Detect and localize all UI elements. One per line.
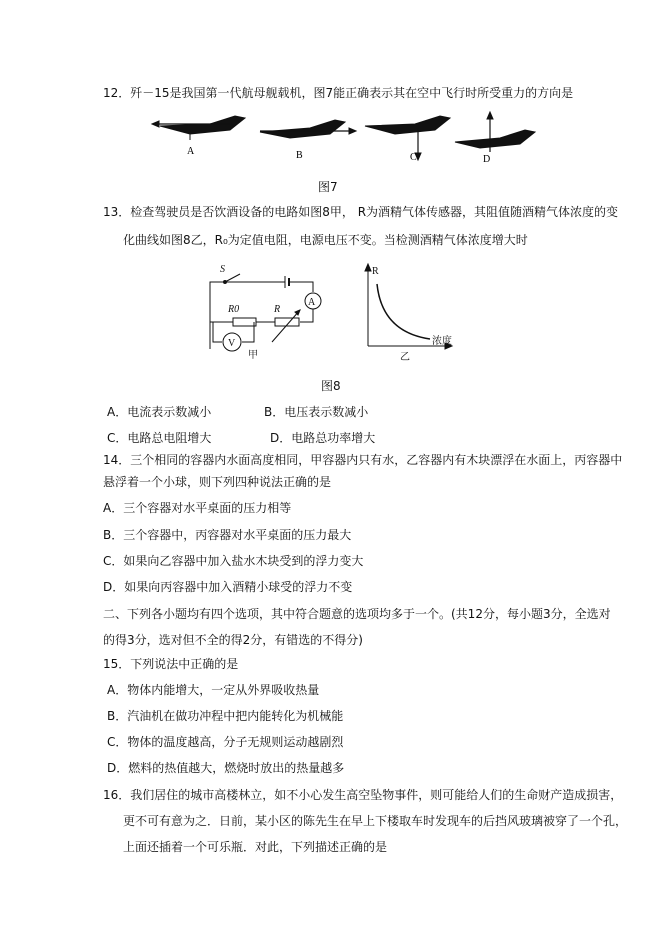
q16-stem-line3: 上面还插着一个可乐瓶．对此，下列描述正确的是 <box>123 840 388 854</box>
figure-8-caption: 图8 <box>321 379 341 393</box>
ammeter-label: A <box>308 297 316 308</box>
q16-stem-line1: 16．我们居住的城市高楼林立，如不小心发生高空坠物事件，则可能给人们的生命财产造成损害， <box>103 788 623 802</box>
resistance-concentration-graph <box>360 262 480 362</box>
q13-stem-line2: 化曲线如图8乙，R₀为定值电阻，电源电压不变。当检测酒精气体浓度增大时 <box>123 233 528 247</box>
circuit-caption: 甲 <box>248 350 258 361</box>
plane-a <box>152 116 245 140</box>
switch-label: S <box>220 264 225 275</box>
graph-caption: 乙 <box>400 352 410 362</box>
q13-option-d: D．电路总功率增大 <box>270 431 376 445</box>
graph-y-label: R <box>372 266 379 277</box>
figure-7-caption: 图7 <box>318 180 338 194</box>
q13-option-b: B．电压表示数减小 <box>264 405 369 419</box>
q14-option-b: B．三个容器中，丙容器对水平桌面的压力最大 <box>103 528 352 542</box>
q13-option-c: C．电路总电阻增大 <box>107 431 212 445</box>
r-label: R <box>274 304 281 315</box>
q15-option-c: C．物体的温度越高，分子无规则运动越剧烈 <box>107 735 344 749</box>
q14-option-d: D．如果向丙容器中加入酒精小球受的浮力不变 <box>103 580 353 594</box>
q16-stem-line2: 更不可有意为之．日前，某小区的陈先生在早上下楼取车时发现车的后挡风玻璃被穿了一个孔， <box>123 814 628 828</box>
q14-option-a: A．三个容器对水平桌面的压力相等 <box>103 501 292 515</box>
q14-stem-line1: 14．三个相同的容器内水面高度相同，甲容器内只有水，乙容器内有木块漂浮在水面上，丙容器中 <box>103 453 623 467</box>
figure-7-planes <box>150 108 550 168</box>
resistance-curve <box>377 284 430 339</box>
q13-stem-line1: 13．检查驾驶员是否饮酒设备的电路如图8甲， R为酒精气体传感器，其阻值随酒精气体浓度的变 <box>103 205 619 219</box>
plane-d <box>455 112 535 152</box>
q15-stem: 15．下列说法中正确的是 <box>103 657 239 671</box>
q15-option-b: B．汽油机在做功冲程中把内能转化为机械能 <box>107 709 344 723</box>
voltmeter-label: V <box>228 338 236 349</box>
plane-b <box>260 120 356 138</box>
section2-instructions-line2: 的得3分，选对但不全的得2分，有错选的不得分) <box>103 633 363 647</box>
q13-option-a: A．电流表示数减小 <box>107 405 212 419</box>
r0-label: R0 <box>228 304 240 315</box>
plane-d-label: D <box>483 154 491 165</box>
plane-b-label: B <box>296 150 303 161</box>
q14-option-c: C．如果向乙容器中加入盐水木块受到的浮力变大 <box>103 554 364 568</box>
q12-stem: 12．歼－15是我国第一代航母舰载机，图7能正确表示其在空中飞行时所受重力的方向是 <box>103 86 574 100</box>
graph-x-label: 浓度 <box>432 336 452 347</box>
q14-stem-line2: 悬浮着一个小球，则下列四种说法正确的是 <box>103 475 332 489</box>
circuit-diagram <box>200 262 340 362</box>
plane-c <box>365 116 450 160</box>
q15-option-a: A．物体内能增大，一定从外界吸收热量 <box>107 683 320 697</box>
plane-a-label: A <box>187 146 195 157</box>
section2-instructions-line1: 二、下列各小题均有四个选项，其中符合题意的选项均多于一个。(共12分，每小题3分，全选对 <box>103 607 611 621</box>
q15-option-d: D．燃料的热值越大，燃烧时放出的热量越多 <box>107 761 345 775</box>
plane-c-label: C <box>410 152 417 163</box>
